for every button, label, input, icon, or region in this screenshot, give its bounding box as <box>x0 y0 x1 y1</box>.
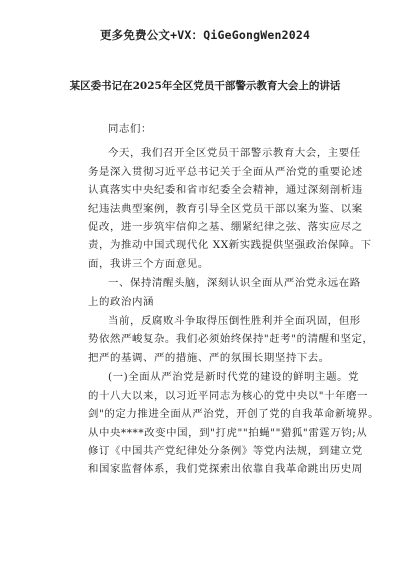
subsection-1 <box>88 368 380 478</box>
paragraph-line: 纪违法典型案例，教育引导全区党员干部以案为鉴、以案 <box>88 202 363 215</box>
paragraph-line: 把严的基调、严的措施、严的氛围长期坚持下去。 <box>88 351 330 364</box>
paragraph-situation <box>88 312 374 367</box>
paragraph-line: 面，我讲三个方面意见。 <box>88 257 209 270</box>
paragraph-line: 剑"的定力推进全面从严治党，开创了党的自我革命新境界。 <box>88 408 380 421</box>
salutation: 同志们： <box>108 123 152 135</box>
paragraph-line: 促改，进一步筑牢信仰之基、绷紧纪律之弦、落实应尽之 <box>88 221 363 234</box>
paragraph-line: 今天，我们召开全区党员干部警示教育大会，主要任 <box>108 147 361 160</box>
paragraph-line: 和国家监督体系，我们党探索出依靠自我革命跳出历史周 <box>88 463 363 476</box>
paragraph-line: 势依然严峻复杂。我们必须始终保持"赶考"的清醒和坚定， <box>88 333 374 346</box>
document-body <box>88 120 380 479</box>
paragraph-line: 责，为推动中国式现代化 XX新实践提供坚强政治保障。下 <box>88 239 372 252</box>
paragraph-line: 认真落实中央纪委和省市纪委全会精神，通过深刻剖析违 <box>88 184 363 197</box>
header-note: 更多免费公文+VX：QiGeGongWen2024 <box>99 28 311 42</box>
paragraph-line: 的十八大以来，以习近平同志为核心的党中央以"十年磨一 <box>88 389 369 402</box>
section-heading-line: 一、保持清醒头脑，深刻认识全面从严治党永远在路 <box>108 277 361 290</box>
paragraph-line: 当前，反腐败斗争取得压倒性胜利并全面巩固，但形 <box>108 315 361 328</box>
paragraph-opening <box>88 144 372 273</box>
paragraph-line: 从中央****改变中国，到"打虎""拍蝇""猎狐"雷霆万钧;从 <box>88 426 368 439</box>
paragraph-line: (一)全面从严治党是新时代党的建设的鲜明主题。党 <box>108 371 360 384</box>
paragraph-line: 修订《中国共产党纪律处分条例》等党内法规，到建立党 <box>88 444 363 457</box>
section-heading-line: 上的政治内涵 <box>88 295 154 308</box>
section-heading-1 <box>88 274 361 311</box>
paragraph-line: 务是深入贯彻习近平总书记关于全面从严治党的重要论述 <box>88 165 363 178</box>
document-title: 某区委书记在2025年全区党员干部警示教育大会上的讲话 <box>69 80 341 92</box>
